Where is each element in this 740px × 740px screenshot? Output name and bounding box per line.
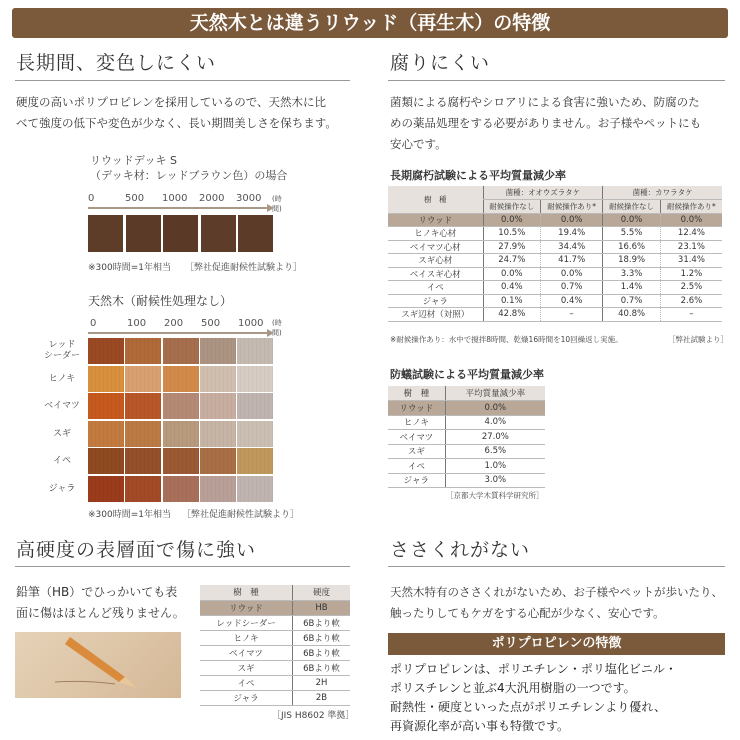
wood-swatch (163, 421, 199, 447)
wood-swatch (125, 338, 161, 364)
table-cell: 樹 種 (388, 386, 445, 401)
table-cell: 耐候操作あり* (660, 200, 722, 214)
wood-swatch (163, 393, 199, 419)
table-cell: 27.9% (483, 240, 541, 254)
hardness-source: ［JIS H8602 準拠］ (272, 711, 355, 721)
table-header-row (388, 186, 722, 200)
table-row (388, 227, 722, 241)
table-row (388, 430, 545, 445)
wood-label: レッド シーダー (43, 340, 80, 361)
table-row (388, 294, 722, 308)
table-cell: 1.2% (660, 267, 722, 281)
table-cell: 0.4% (483, 281, 541, 295)
table-cell: 0.4% (541, 294, 603, 308)
table-cell: – (660, 308, 722, 322)
table-cell: 41.7% (541, 254, 603, 268)
wood-swatch (200, 448, 236, 474)
wood-swatch (237, 366, 273, 392)
hour-label: 0 (90, 318, 97, 329)
para-line: べて強度の低下や変色が少なく、長い期間美しさを保ちます。 (16, 116, 337, 130)
divider (388, 566, 725, 567)
table-cell: スギ辺材（対照） (388, 308, 483, 322)
para-line: 安心です。 (390, 137, 447, 151)
termite-source: ［京都大学木質科学研究所］ (446, 491, 544, 500)
swatch2-note: ※300時間=1年相当 (88, 510, 171, 520)
title-line: リウッドデッキ S (90, 154, 178, 167)
para-scratch (16, 582, 185, 624)
table-cell: 菌種：カワラタケ (603, 186, 722, 200)
table-cell: 12.4% (660, 227, 722, 241)
table-cell: 0.1% (483, 294, 541, 308)
table-row (200, 675, 350, 690)
color-swatch (163, 215, 198, 252)
decay-note: ※耐候操作あり：水中で撹拌8時間、乾燥16時間を10回繰返し実施。 (390, 335, 623, 344)
table-cell: 平均質量減少率 (445, 386, 545, 401)
hour-unit: (時間) (272, 195, 282, 213)
table-cell: イペ (388, 459, 445, 474)
table-cell: 0.0% (541, 213, 603, 227)
table-cell: 菌種：オオウズラタケ (483, 186, 603, 200)
time-arrow (88, 332, 272, 334)
table-cell: 16.6% (603, 240, 661, 254)
swatch1-note: ※300時間=1年相当 (88, 263, 171, 273)
para-line: 触ったりしてもケガをする心配が少なく、安心です。 (390, 606, 665, 620)
table-row (388, 213, 722, 227)
divider (15, 80, 350, 81)
table-cell: 耐候操作なし (603, 200, 661, 214)
hour-label: 500 (201, 318, 221, 329)
wood-swatch (237, 338, 273, 364)
table-cell: 耐候操作なし (483, 200, 541, 214)
table-header-row (200, 585, 350, 600)
table-row (200, 660, 350, 675)
wood-swatch (163, 476, 199, 502)
table-cell: ジャラ (388, 294, 483, 308)
wood-swatch (125, 476, 161, 502)
table-cell: 2.5% (660, 281, 722, 295)
table-cell: リウッド (388, 213, 483, 227)
table-cell: 19.4% (541, 227, 603, 241)
swatch2-source: ［弊社促進耐候性試験より］ (182, 510, 300, 520)
table-cell: 3.0% (445, 473, 545, 488)
table-cell: ジャラ (200, 690, 292, 705)
table-cell: ヒノキ (388, 415, 445, 430)
hour-label: 2000 (199, 193, 225, 204)
color-swatch (238, 215, 273, 252)
table-cell: ヒノキ (200, 630, 292, 645)
table-cell: – (541, 308, 603, 322)
table-cell: HB (292, 600, 350, 615)
time-arrow (88, 207, 272, 209)
table-cell: 0.0% (541, 267, 603, 281)
hardness-table (200, 585, 350, 706)
pp-banner: ポリプロピレンの特徴 (388, 633, 725, 655)
swatch2-title: 天然木（耐候性処理なし） (88, 294, 233, 308)
wood-swatch (237, 421, 273, 447)
heading-rot-resistant: 腐りにくい (390, 52, 491, 74)
table-cell: 樹 種 (200, 585, 292, 600)
table-cell: 樹 種 (388, 186, 483, 213)
color-swatch (126, 215, 161, 252)
hour-label: 3000 (236, 193, 262, 204)
pp-text (390, 660, 677, 736)
wood-swatch (200, 421, 236, 447)
table-cell: 耐候操作あり* (541, 200, 603, 214)
wood-swatch (88, 476, 124, 502)
divider (388, 80, 725, 81)
table-cell: イペ (200, 675, 292, 690)
table-cell: 3.3% (603, 267, 661, 281)
hour-label: 200 (164, 318, 184, 329)
table-cell: リウッド (388, 401, 445, 416)
table-cell: 硬度 (292, 585, 350, 600)
table-cell: 1.0% (445, 459, 545, 474)
wood-swatch (88, 338, 124, 364)
table-cell: ヒノキ心材 (388, 227, 483, 241)
wood-swatch (88, 421, 124, 447)
para-line: 耐熱性・硬度といった点がポリエチレンより優れ、 (390, 700, 666, 714)
table-cell: 2.6% (660, 294, 722, 308)
page-banner: 天然木とは違うリウッド（再生木）の特徴 (12, 8, 728, 38)
table-cell: ジャラ (388, 473, 445, 488)
hour-label: 1000 (238, 318, 264, 329)
decay-title: 長期腐朽試験による平均質量減少率 (390, 169, 566, 182)
table-cell: 1.4% (603, 281, 661, 295)
table-row (388, 254, 722, 268)
wood-label: ヒノキ (48, 373, 76, 384)
table-cell: 0.7% (541, 281, 603, 295)
table-cell: 0.0% (483, 267, 541, 281)
heading-fade-resistant: 長期間、変色しにくい (16, 52, 217, 74)
wood-swatch (88, 366, 124, 392)
heading-scratch-resistant: 高硬度の表層面で傷に強い (16, 539, 257, 561)
wood-swatch (125, 366, 161, 392)
table-row (388, 459, 545, 474)
wood-swatch (88, 393, 124, 419)
wood-swatch (125, 421, 161, 447)
table-cell: ベイマツ心材 (388, 240, 483, 254)
swatch1-title (90, 153, 287, 183)
table-cell: イペ (388, 281, 483, 295)
decay-source: ［弊社試験より］ (668, 335, 728, 344)
table-cell: 24.7% (483, 254, 541, 268)
table-cell: 2H (292, 675, 350, 690)
table-header-row (388, 386, 545, 401)
title-line: （デッキ材：レッドブラウン色）の場合 (90, 169, 288, 182)
para-line: ポリスチレンと並ぶ4大汎用樹脂の一つです。 (390, 681, 636, 695)
table-cell: 2B (292, 690, 350, 705)
para-line: 菌類による腐朽やシロアリによる食害に強いため、防腐のた (390, 95, 700, 109)
table-row (388, 473, 545, 488)
table-cell: 6Bより軟 (292, 615, 350, 630)
table-cell: スギ (388, 444, 445, 459)
decay-table (388, 186, 722, 322)
table-row (388, 401, 545, 416)
table-cell: 31.4% (660, 254, 722, 268)
divider (15, 566, 350, 567)
wood-label: イペ (52, 456, 71, 466)
wood-swatch (163, 338, 199, 364)
table-cell: 6Bより軟 (292, 630, 350, 645)
table-row (388, 267, 722, 281)
table-row (200, 690, 350, 705)
wood-swatch (237, 393, 273, 419)
table-row (200, 630, 350, 645)
table-cell: 0.7% (603, 294, 661, 308)
table-cell: 5.5% (603, 227, 661, 241)
table-cell: 34.4% (541, 240, 603, 254)
para-splinters (390, 582, 723, 624)
table-cell: 6Bより軟 (292, 660, 350, 675)
table-cell: リウッド (200, 600, 292, 615)
wood-swatch (125, 448, 161, 474)
pencil-photo (15, 632, 181, 698)
wood-swatch (163, 366, 199, 392)
wood-swatch (237, 448, 273, 474)
table-cell: 0.0% (483, 213, 541, 227)
hour-label: 1000 (162, 193, 188, 204)
table-row (388, 415, 545, 430)
wood-swatch (200, 393, 236, 419)
hour-label: 500 (125, 193, 145, 204)
table-row (200, 645, 350, 660)
table-cell: 27.0% (445, 430, 545, 445)
wood-swatch (237, 476, 273, 502)
table-cell: ベイスギ心材 (388, 267, 483, 281)
table-cell: 6Bより軟 (292, 645, 350, 660)
para-line: 硬度の高いポリプロピレンを採用しているので、天然木に比 (16, 95, 326, 109)
table-cell: スギ心材 (388, 254, 483, 268)
table-cell: 0.0% (660, 213, 722, 227)
table-row (388, 240, 722, 254)
termite-table (388, 386, 545, 488)
table-cell: 0.0% (445, 401, 545, 416)
table-cell: ベイマツ (200, 645, 292, 660)
wood-label: スギ (52, 428, 71, 439)
table-cell: 40.8% (603, 308, 661, 322)
para-line: 面に傷はほとんど残りません。 (16, 606, 185, 620)
table-row (200, 600, 350, 615)
color-swatch (201, 215, 236, 252)
table-cell: レッドシーダー (200, 615, 292, 630)
table-cell: 6.5% (445, 444, 545, 459)
para-rot (390, 92, 701, 155)
table-cell: 18.9% (603, 254, 661, 268)
table-cell: 0.0% (603, 213, 661, 227)
hour-label: 100 (127, 318, 147, 329)
table-cell: 42.8% (483, 308, 541, 322)
table-cell: 10.5% (483, 227, 541, 241)
table-row (388, 308, 722, 322)
para-line: 鉛筆（HB）でひっかいても表 (16, 585, 178, 599)
table-row (388, 281, 722, 295)
pencil-icon (15, 632, 181, 698)
wood-swatch (200, 476, 236, 502)
para-line: めの薬品処理をする必要がありません。お子様やペットにも (390, 116, 702, 130)
wood-swatch (200, 366, 236, 392)
table-cell: 4.0% (445, 415, 545, 430)
table-cell: ベイマツ (388, 430, 445, 445)
table-cell: 23.1% (660, 240, 722, 254)
para-line: 天然木特有のささくれがないため、お子様やペットが歩いたり、 (390, 585, 724, 599)
termite-title: 防蟻試験による平均質量減少率 (390, 368, 544, 381)
table-row (388, 444, 545, 459)
wood-swatch (200, 338, 236, 364)
wood-swatch (125, 393, 161, 419)
heading-no-splinters: ささくれがない (390, 539, 531, 561)
swatch1-source: ［弊社促進耐候性試験より］ (185, 263, 303, 273)
hour-label: 0 (88, 193, 95, 204)
wood-label: ジャラ (48, 483, 76, 494)
table-cell: スギ (200, 660, 292, 675)
wood-swatch (163, 448, 199, 474)
para-fade (16, 92, 361, 134)
table-row (200, 615, 350, 630)
wood-swatch (88, 448, 124, 474)
wood-label: ベイマツ (44, 401, 80, 411)
color-swatch (88, 215, 123, 252)
para-line: ポリプロピレンは、ポリエチレン・ポリ塩化ビニル・ (390, 662, 677, 676)
hour-unit: (時間) (272, 319, 282, 337)
para-line: 再資源化率が高い事も特徴です。 (390, 719, 570, 733)
